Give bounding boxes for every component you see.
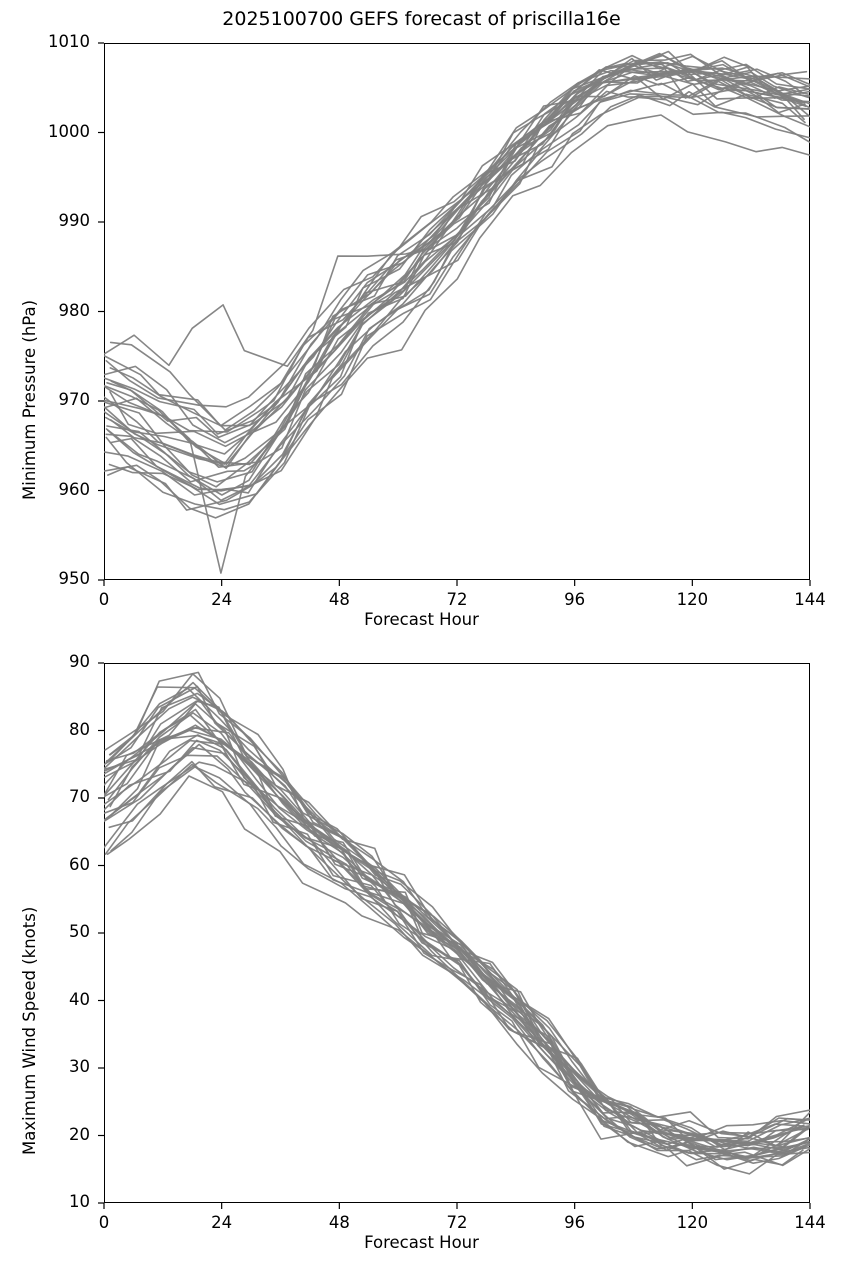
y-tick-label: 990 (58, 211, 90, 230)
y-tick-label: 80 (69, 719, 90, 739)
y-tick-label: 950 (58, 569, 90, 588)
x-tick-label: 120 (676, 1213, 709, 1232)
y-tick-label: 10 (69, 1192, 90, 1211)
pressure-y-axis-label: Minimum Pressure (hPa) (20, 299, 39, 500)
x-tick-label: 72 (446, 1213, 468, 1232)
wind-y-axis-label: Maximum Wind Speed (knots) (20, 906, 39, 1155)
y-tick-label: 1000 (48, 121, 90, 141)
x-tick-label: 0 (98, 1213, 110, 1232)
maximum-wind-speed-chart (0, 645, 843, 1275)
x-tick-label: 96 (564, 1213, 586, 1232)
y-tick-label: 50 (69, 922, 90, 941)
y-tick-label: 40 (69, 989, 90, 1009)
y-tick-label: 960 (58, 479, 90, 499)
y-tick-label: 20 (69, 1124, 90, 1144)
y-tick-label: 980 (58, 300, 90, 320)
x-tick-label: 24 (211, 590, 233, 609)
y-tick-label: 60 (69, 854, 90, 874)
pressure-x-axis-label: Forecast Hour (364, 610, 479, 629)
y-tick-label: 970 (58, 390, 90, 409)
x-tick-label: 144 (794, 1213, 826, 1232)
pressure-series-layer (0, 30, 843, 630)
x-tick-label: 144 (794, 590, 826, 609)
y-tick-label: 1010 (48, 32, 90, 51)
y-tick-label: 90 (69, 652, 90, 671)
x-tick-label: 48 (328, 1213, 350, 1232)
y-tick-label: 70 (69, 787, 90, 806)
x-tick-label: 120 (676, 590, 709, 609)
x-tick-label: 48 (328, 590, 350, 609)
wind-x-axis-label: Forecast Hour (364, 1233, 479, 1252)
x-tick-label: 72 (446, 590, 468, 609)
x-tick-label: 0 (98, 590, 110, 609)
x-tick-label: 96 (564, 590, 586, 609)
wind-series-layer (0, 645, 843, 1275)
x-tick-label: 24 (211, 1213, 233, 1232)
y-tick-label: 30 (69, 1057, 90, 1076)
page-title: 2025100700 GEFS forecast of priscilla16e (222, 8, 621, 30)
minimum-pressure-chart (0, 30, 843, 630)
